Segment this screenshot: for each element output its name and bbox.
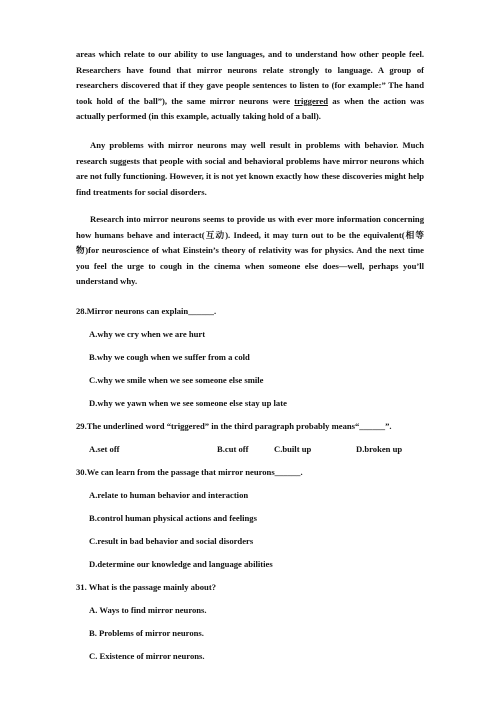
question-28-stem: 28.Mirror neurons can explain______. bbox=[76, 306, 217, 316]
question-30-stem: 30.We can learn from the passage that mirror neurons______. bbox=[76, 467, 303, 477]
question-30-option-b[interactable]: B.control human physical actions and feelings bbox=[89, 513, 257, 523]
passage-paragraph-1 bbox=[76, 47, 424, 125]
question-28-option-c[interactable]: C.why we smile when we see someone else smile bbox=[89, 375, 264, 385]
question-29-option-b[interactable]: B.cut off bbox=[217, 444, 249, 454]
question-30-option-a[interactable]: A.relate to human behavior and interaction bbox=[89, 490, 249, 500]
passage-paragraph-3: Research into mirror neurons seems to provide us with ever more information concerning how humans behave and interact(互动). Indeed, it may turn out to be the equivalent(相等物)for neuroscience of what Einstein’s theory of relativity was for physics. And the next time you feel the urge to cough in the cinema when someone else does—well, perhaps you’ll understand why. bbox=[76, 214, 424, 287]
question-29-option-d[interactable]: D.broken up bbox=[356, 444, 403, 454]
question-29-option-a[interactable]: A.set off bbox=[89, 444, 120, 454]
question-29-stem: 29.The underlined word “triggered” in the third paragraph probably means“______”. bbox=[76, 421, 392, 431]
question-30-option-c[interactable]: C.result in bad behavior and social disorders bbox=[89, 536, 254, 546]
question-28-option-a[interactable]: A.why we cry when we are hurt bbox=[89, 329, 206, 339]
question-31-option-c[interactable]: C. Existence of mirror neurons. bbox=[89, 651, 205, 661]
question-31-option-a[interactable]: A. Ways to find mirror neurons. bbox=[89, 605, 207, 615]
p1-text-a: areas which relate to our ability to use languages, and to understand how other people feel. Researchers have found that mirror neurons relate strongly to language. A group of researchers discovered that if they gave people sentences to listen to (for example:” The hand took hold of the ball”), the same mirror neurons were bbox=[76, 49, 424, 106]
p1-text-b: as when the action was actually performed (in this example, actually taking hold of a ball). bbox=[76, 95, 424, 122]
question-28-option-b[interactable]: B.why we cough when we suffer from a cold bbox=[89, 352, 250, 362]
question-30-option-d[interactable]: D.determine our knowledge and language abilities bbox=[89, 559, 273, 569]
question-28-option-d[interactable]: D.why we yawn when we see someone else stay up late bbox=[89, 398, 287, 408]
triggered-underlined-word: triggered bbox=[294, 95, 329, 106]
question-31-option-b[interactable]: B. Problems of mirror neurons. bbox=[89, 628, 204, 638]
passage-paragraph-2: Any problems with mirror neurons may well result in problems with behavior. Much research suggests that people with social and behavioral problems have mirror neurons which are not fully functioning. However, it is not yet known exactly how these discoveries might help find treatments for social disorders. bbox=[76, 140, 424, 197]
question-29-option-c[interactable]: C.built up bbox=[274, 444, 312, 454]
question-31-stem: 31. What is the passage mainly about? bbox=[76, 582, 216, 592]
